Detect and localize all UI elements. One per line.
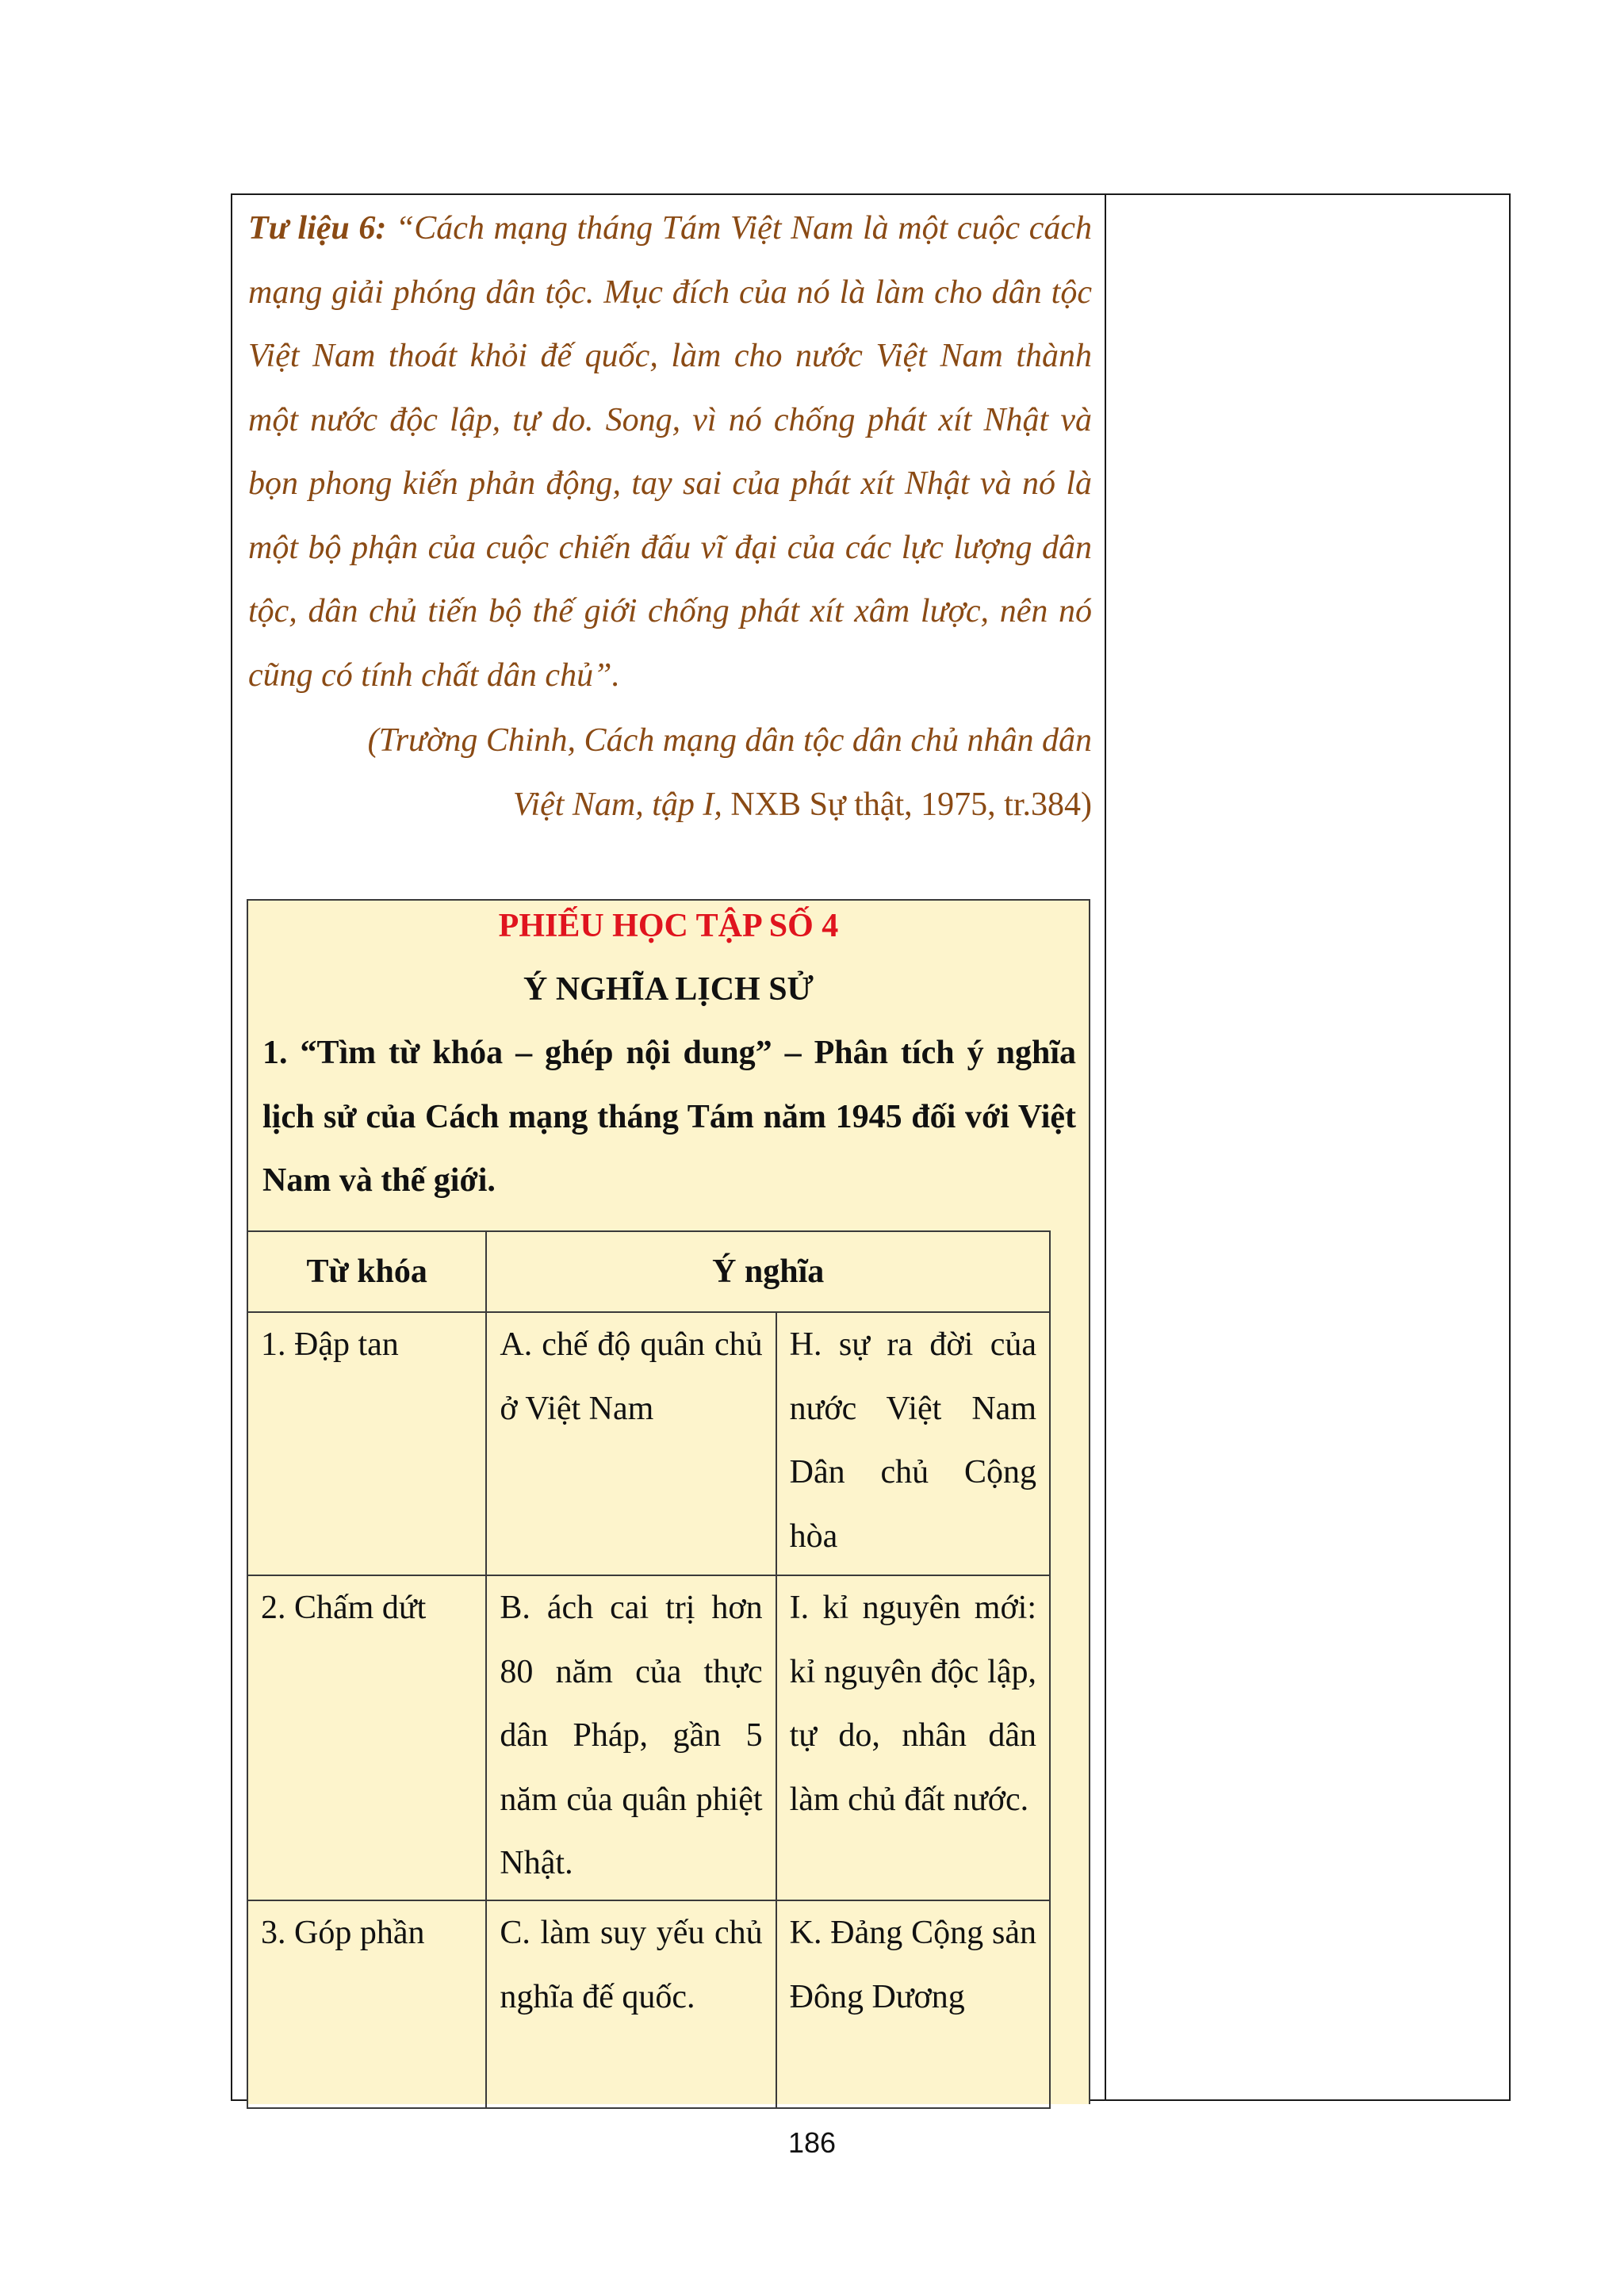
header-meaning: Ý nghĩa xyxy=(486,1231,1050,1312)
meaning-a-cell: C. làm suy yếu chủ nghĩa đế quốc. xyxy=(486,1900,776,2108)
citation-line-1: (Trường Chinh, Cách mạng dân tộc dân chủ nhân dân xyxy=(367,722,1092,759)
keyword-cell: 2. Chấm dứt xyxy=(247,1575,486,1900)
header-keyword: Từ khóa xyxy=(247,1231,486,1312)
meaning-b-cell: H. sự ra đời của nước Việt Nam Dân chủ Cộng hòa xyxy=(776,1312,1050,1575)
meaning-a-cell: A. chế độ quân chủ ở Việt Nam xyxy=(486,1312,776,1575)
meaning-b-cell: K. Đảng Cộng sản Đông Dương xyxy=(776,1900,1050,2108)
worksheet-title: PHIẾU HỌC TẬP SỐ 4 xyxy=(498,908,839,944)
worksheet-subtitle: Ý NGHĨA LỊCH SỬ xyxy=(523,971,814,1008)
column-divider xyxy=(1105,195,1106,2099)
table-row xyxy=(247,1312,1050,1575)
meaning-a-cell: B. ách cai trị hơn 80 năm của thực dân Pháp, gần 5 năm của quân phiệt Nhật. xyxy=(486,1575,776,1900)
citation-line-2-upright: NXB Sự thật, 1975, tr.384) xyxy=(722,786,1092,823)
keyword-table xyxy=(247,1230,1051,2109)
worksheet-question: 1. “Tìm từ khóa – ghép nội dung” – Phân tích ý nghĩa lịch sử của Cách mạng tháng Tám năm 1945 đối với Việt Nam và thế giới. xyxy=(262,1035,1076,1199)
keyword-cell: 1. Đập tan xyxy=(247,1312,486,1575)
document-quote xyxy=(248,195,1092,707)
meaning-b-cell: I. kỉ nguyên mới: kỉ nguyên độc lập, tự do, nhân dân làm chủ đất nước. xyxy=(776,1575,1050,1900)
citation-line-2-italic: Việt Nam, tập I, xyxy=(512,786,722,823)
left-column xyxy=(248,195,1092,836)
page-number: 186 xyxy=(787,2126,837,2159)
keyword-cell: 3. Góp phần xyxy=(247,1900,486,2108)
quote-label: Tư liệu 6: xyxy=(248,210,387,247)
table-row xyxy=(247,1575,1050,1900)
outer-table xyxy=(231,193,1511,2101)
quote-text: “Cách mạng tháng Tám Việt Nam là một cuộc cách mạng giải phóng dân tộc. Mục đích của nó là làm cho dân tộc Việt Nam thoát khỏi đế quốc, làm cho nước Việt Nam thành một nước độc lập, tự do. Song, vì nó chống phát xít Nhật và bọn phong kiến phản động, tay sai của phát xít Nhật và nó là một bộ phận của cuộc chiến đấu vĩ đại của các lực lượng dân tộc, dân chủ tiến bộ thế giới chống phát xít xâm lược, nên nó cũng có tính chất dân chủ”. xyxy=(248,210,1092,694)
table-header-row xyxy=(247,1231,1050,1312)
table-row xyxy=(247,1900,1050,2108)
quote-citation xyxy=(248,709,1092,836)
